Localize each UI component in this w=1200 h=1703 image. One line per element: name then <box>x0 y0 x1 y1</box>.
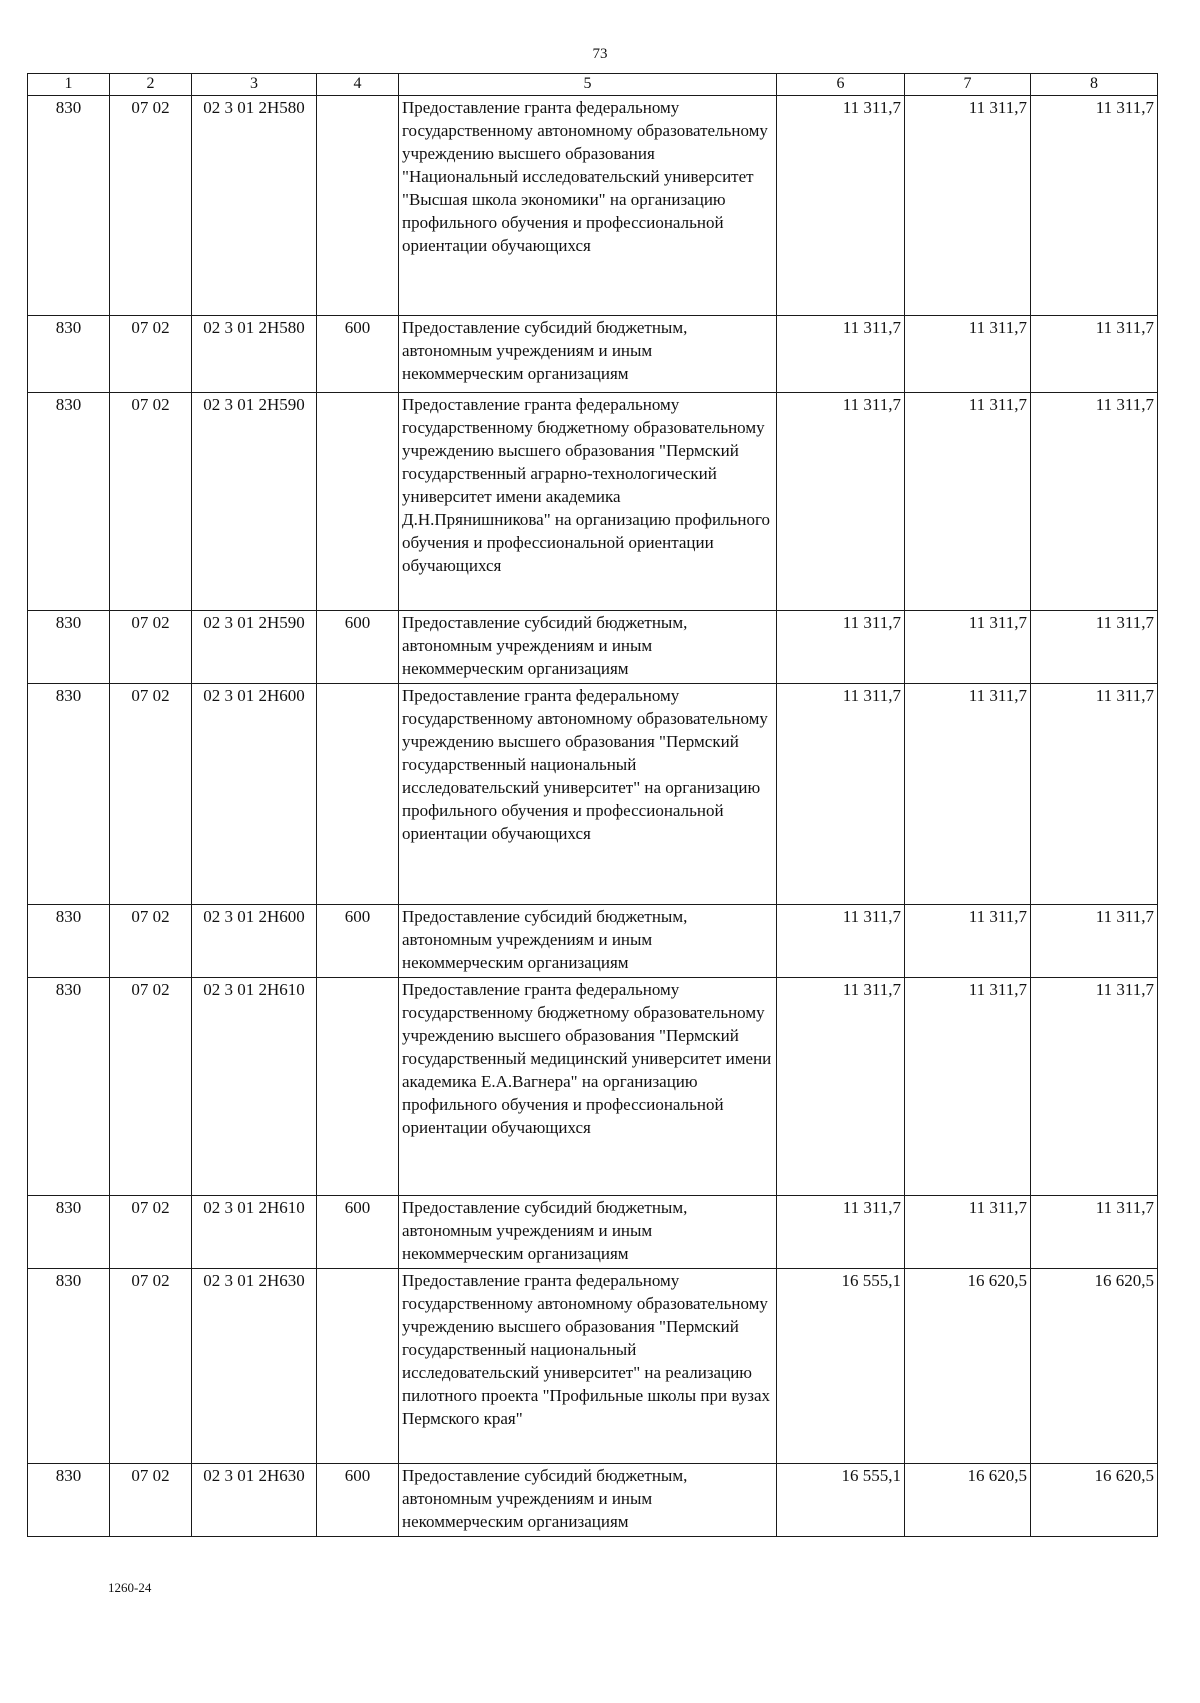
section-code: 07 02 <box>110 684 192 905</box>
item-description: Предоставление субсидий бюджетным, автономным учреждениям и иным некоммерческим организациям <box>399 905 777 978</box>
expense-type-code: 600 <box>317 905 399 978</box>
column-header: 7 <box>905 74 1031 96</box>
item-description: Предоставление гранта федеральному государственному автономному образовательному учреждению высшего образования "Пермский государственный национальный исследовательский университет" на организацию профильного обучения и профессиональной ориентации обучающихся <box>399 684 777 905</box>
table-row <box>28 96 1158 316</box>
column-header: 6 <box>777 74 905 96</box>
table-row <box>28 393 1158 611</box>
amount-year-1: 11 311,7 <box>777 393 905 611</box>
amount-year-2: 11 311,7 <box>905 316 1031 393</box>
target-article-code: 02 3 01 2Н580 <box>192 316 317 393</box>
document-code: 1260-24 <box>108 1580 152 1595</box>
amount-year-1: 16 555,1 <box>777 1269 905 1464</box>
table-row <box>28 1464 1158 1537</box>
item-description: Предоставление субсидий бюджетным, автономным учреждениям и иным некоммерческим организациям <box>399 611 777 684</box>
section-code: 07 02 <box>110 611 192 684</box>
amount-year-3: 11 311,7 <box>1031 978 1158 1196</box>
amount-year-1: 11 311,7 <box>777 978 905 1196</box>
item-description: Предоставление гранта федеральному государственному бюджетному образовательному учреждению высшего образования "Пермский государственный аграрно-технологический университет имени академика Д.Н.Прянишникова" на организацию профильного обучения и профессиональной ориентации обучающихся <box>399 393 777 611</box>
section-code: 07 02 <box>110 96 192 316</box>
amount-year-1: 11 311,7 <box>777 1196 905 1269</box>
amount-year-1: 11 311,7 <box>777 611 905 684</box>
expense-type-code <box>317 1269 399 1464</box>
amount-year-1: 11 311,7 <box>777 316 905 393</box>
table-row <box>28 1269 1158 1464</box>
expense-type-code <box>317 684 399 905</box>
amount-year-2: 11 311,7 <box>905 1196 1031 1269</box>
ministry-code: 830 <box>28 1464 110 1537</box>
table-row <box>28 905 1158 978</box>
target-article-code: 02 3 01 2Н600 <box>192 905 317 978</box>
item-description: Предоставление субсидий бюджетным, автономным учреждениям и иным некоммерческим организациям <box>399 1464 777 1537</box>
section-code: 07 02 <box>110 1196 192 1269</box>
ministry-code: 830 <box>28 316 110 393</box>
amount-year-1: 16 555,1 <box>777 1464 905 1537</box>
amount-year-2: 11 311,7 <box>905 96 1031 316</box>
amount-year-2: 11 311,7 <box>905 978 1031 1196</box>
section-code: 07 02 <box>110 316 192 393</box>
amount-year-1: 11 311,7 <box>777 905 905 978</box>
ministry-code: 830 <box>28 611 110 684</box>
expense-type-code: 600 <box>317 1196 399 1269</box>
ministry-code: 830 <box>28 393 110 611</box>
amount-year-3: 11 311,7 <box>1031 684 1158 905</box>
target-article-code: 02 3 01 2Н610 <box>192 1196 317 1269</box>
item-description: Предоставление субсидий бюджетным, автономным учреждениям и иным некоммерческим организациям <box>399 1196 777 1269</box>
target-article-code: 02 3 01 2Н590 <box>192 393 317 611</box>
section-code: 07 02 <box>110 1464 192 1537</box>
item-description: Предоставление субсидий бюджетным, автономным учреждениям и иным некоммерческим организациям <box>399 316 777 393</box>
expense-type-code: 600 <box>317 1464 399 1537</box>
ministry-code: 830 <box>28 1269 110 1464</box>
column-header: 4 <box>317 74 399 96</box>
table-row <box>28 316 1158 393</box>
amount-year-1: 11 311,7 <box>777 96 905 316</box>
column-header: 8 <box>1031 74 1158 96</box>
amount-year-2: 11 311,7 <box>905 611 1031 684</box>
amount-year-3: 11 311,7 <box>1031 611 1158 684</box>
expense-type-code <box>317 393 399 611</box>
ministry-code: 830 <box>28 96 110 316</box>
expense-type-code <box>317 96 399 316</box>
header-row <box>28 74 1158 96</box>
amount-year-1: 11 311,7 <box>777 684 905 905</box>
amount-year-3: 11 311,7 <box>1031 905 1158 978</box>
amount-year-3: 11 311,7 <box>1031 316 1158 393</box>
item-description: Предоставление гранта федеральному государственному автономному образовательному учреждению высшего образования "Национальный исследовательский университет "Высшая школа экономики" на организацию профильного обучения и профессиональной ориентации обучающихся <box>399 96 777 316</box>
amount-year-2: 11 311,7 <box>905 393 1031 611</box>
column-header: 2 <box>110 74 192 96</box>
ministry-code: 830 <box>28 684 110 905</box>
expense-type-code <box>317 978 399 1196</box>
table-row <box>28 684 1158 905</box>
amount-year-3: 16 620,5 <box>1031 1269 1158 1464</box>
section-code: 07 02 <box>110 1269 192 1464</box>
amount-year-2: 16 620,5 <box>905 1464 1031 1537</box>
amount-year-3: 11 311,7 <box>1031 1196 1158 1269</box>
expense-type-code: 600 <box>317 316 399 393</box>
item-description: Предоставление гранта федеральному государственному бюджетному образовательному учреждению высшего образования "Пермский государственный медицинский университет имени академика Е.А.Вагнера" на организацию профильного обучения и профессиональной ориентации обучающихся <box>399 978 777 1196</box>
page-number: 73 <box>592 46 608 62</box>
target-article-code: 02 3 01 2Н630 <box>192 1464 317 1537</box>
amount-year-3: 11 311,7 <box>1031 393 1158 611</box>
ministry-code: 830 <box>28 1196 110 1269</box>
column-header: 1 <box>28 74 110 96</box>
column-header: 3 <box>192 74 317 96</box>
section-code: 07 02 <box>110 905 192 978</box>
target-article-code: 02 3 01 2Н630 <box>192 1269 317 1464</box>
expense-type-code: 600 <box>317 611 399 684</box>
column-header: 5 <box>399 74 777 96</box>
target-article-code: 02 3 01 2Н590 <box>192 611 317 684</box>
target-article-code: 02 3 01 2Н600 <box>192 684 317 905</box>
table-row <box>28 1196 1158 1269</box>
target-article-code: 02 3 01 2Н580 <box>192 96 317 316</box>
table-row <box>28 611 1158 684</box>
table-row <box>28 978 1158 1196</box>
target-article-code: 02 3 01 2Н610 <box>192 978 317 1196</box>
ministry-code: 830 <box>28 978 110 1196</box>
section-code: 07 02 <box>110 393 192 611</box>
amount-year-2: 11 311,7 <box>905 905 1031 978</box>
ministry-code: 830 <box>28 905 110 978</box>
amount-year-3: 11 311,7 <box>1031 96 1158 316</box>
section-code: 07 02 <box>110 978 192 1196</box>
amount-year-2: 11 311,7 <box>905 684 1031 905</box>
amount-year-2: 16 620,5 <box>905 1269 1031 1464</box>
amount-year-3: 16 620,5 <box>1031 1464 1158 1537</box>
budget-table <box>27 73 1158 1537</box>
item-description: Предоставление гранта федеральному государственному автономному образовательному учреждению высшего образования "Пермский государственный национальный исследовательский университет" на реализацию пилотного проекта "Профильные школы при вузах Пермского края" <box>399 1269 777 1464</box>
